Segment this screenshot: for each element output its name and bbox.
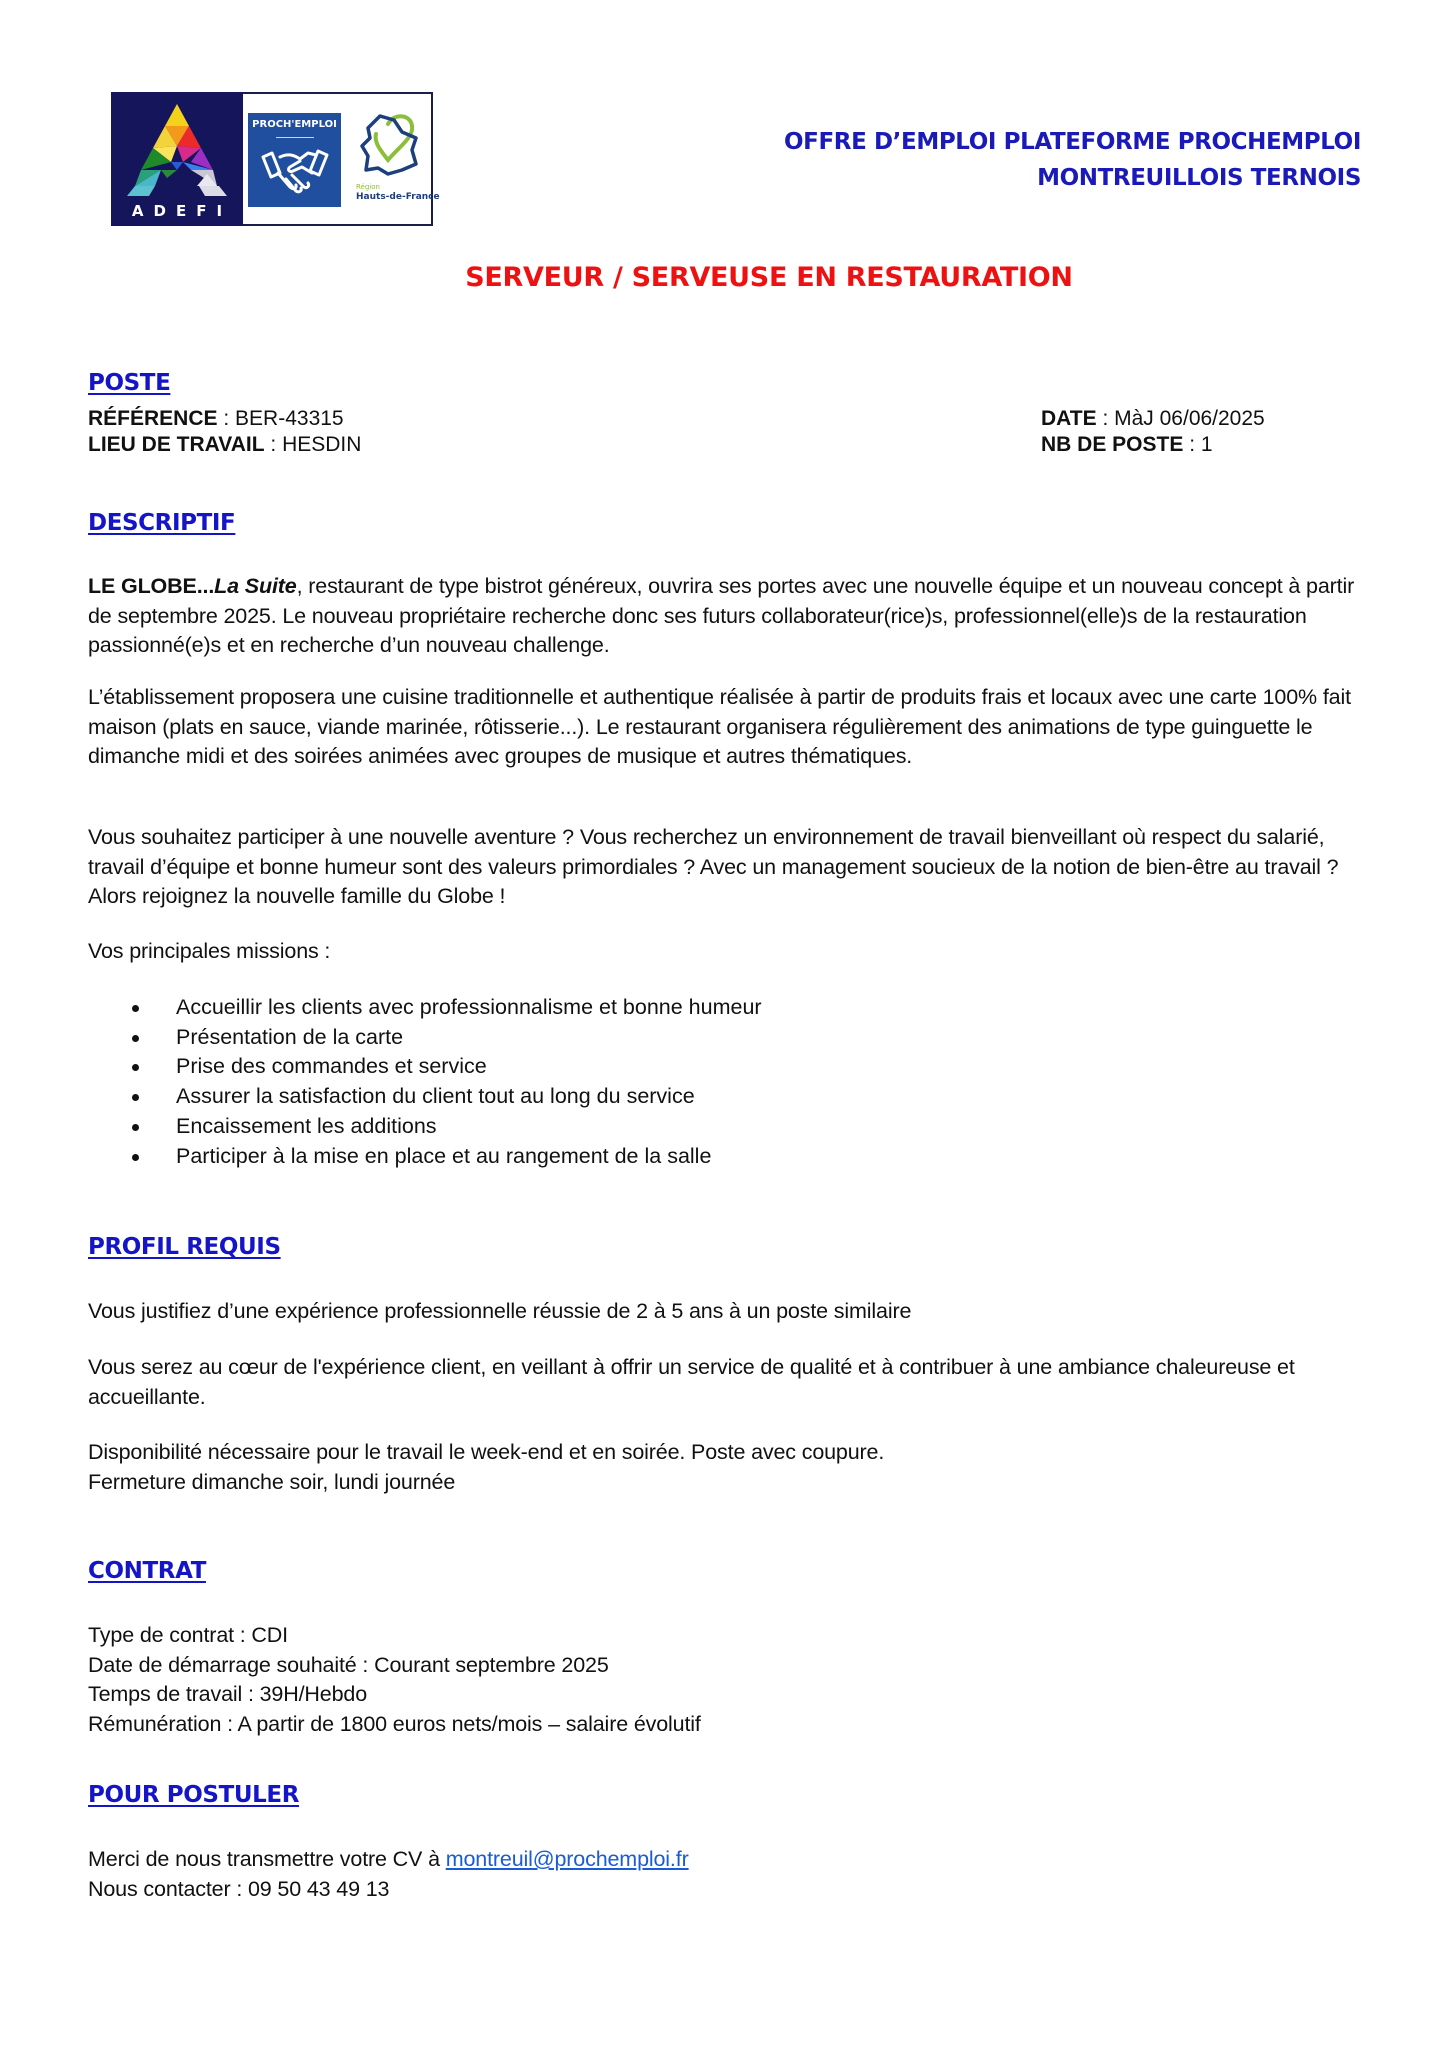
contrat-details: [88, 1621, 1378, 1739]
region-hauts-de-france-logo: [350, 108, 440, 218]
poste-right-meta: [1041, 406, 1265, 458]
descriptif-paragraph-2: L’établissement proposera une cuisine traditionnelle et authentique réalisée à partir de produits frais et locaux avec une carte 100% fait maison (plats en sauce, viande marinée, rôtisserie...). Le restaurant organisera régulièrement des animations de type guinguette le dimanche midi et des soirées animées avec groupes de musique et autres thématiques.: [88, 685, 1351, 768]
profil-paragraph-3: [88, 1438, 1378, 1497]
nb-poste-row: [1041, 432, 1265, 458]
header-line-1: OFFRE D’EMPLOI PLATEFORME PROCHEMPLOI: [783, 129, 1361, 155]
descriptif-paragraph-3: Vous souhaitez participer à une nouvelle aventure ? Vous recherchez un environnement de travail bienveillant où respect du salarié, travail d’équipe et bonne humeur sont des valeurs primordiales ? Avec un management soucieux de la notion de bien-être au travail ? Alors rejoignez la nouvelle famille du Globe !: [88, 825, 1339, 908]
job-title: SERVEUR / SERVEUSE EN RESTAURATION: [465, 262, 1073, 293]
prochemploi-label: PROCH'EMPLOI: [252, 119, 337, 130]
mission-item: Accueillir les clients avec professionnalisme et bonne humeur: [88, 993, 762, 1023]
contact-phone: Nous contacter : 09 50 43 49 13: [88, 1876, 390, 1901]
date-row: [1041, 406, 1265, 432]
date-value: : MàJ 06/06/2025: [1096, 407, 1265, 430]
prochemploi-logo: [248, 113, 341, 207]
reference-value: : BER-43315: [217, 407, 344, 430]
lieu-row: [88, 432, 361, 458]
prochemploi-divider: [276, 137, 314, 138]
postuler-details: [88, 1845, 1378, 1904]
handshake-icon: [260, 143, 330, 201]
adefi-label: ADEFI: [131, 202, 233, 220]
bullet-icon: [132, 1154, 139, 1161]
region-small-label: Région: [356, 183, 380, 191]
poste-left-meta: [88, 406, 361, 458]
nb-poste-label: NB DE POSTE: [1041, 433, 1184, 456]
header-line-2: MONTREUILLOIS TERNOIS: [1037, 165, 1361, 191]
france-heart-map-icon: [358, 110, 420, 178]
bullet-icon: [132, 1035, 139, 1042]
nb-poste-value: : 1: [1183, 433, 1213, 456]
missions-label: Vos principales missions :: [88, 939, 331, 963]
reference-label: RÉFÉRENCE: [88, 407, 218, 430]
contract-type: Type de contrat : CDI: [88, 1623, 288, 1647]
profil-closing-days: Fermeture dimanche soir, lundi journée: [88, 1469, 456, 1494]
profil-paragraph-1: Vous justifiez d’une expérience professionnelle réussie de 2 à 5 ans à un poste similaire: [88, 1299, 912, 1323]
lieu-value: : HESDIN: [264, 433, 362, 456]
contract-start-date: Date de démarrage souhaité : Courant septembre 2025: [88, 1652, 609, 1677]
email-link[interactable]: montreuil@prochemploi.fr: [445, 1847, 689, 1871]
restaurant-name: LE GLOBE...: [88, 574, 215, 598]
reference-row: [88, 406, 361, 432]
descriptif-intro-text: , restaurant de type bistrot généreux, ouvrira ses portes avec une nouvelle équipe et un nouveau concept à partir de septembre 2025. Le nouveau propriétaire recherche donc ses futurs collaborateur(rice)s, professionnel(elle)s de la restauration passionné(e)s et en recherche d’un nouveau challenge.: [88, 574, 1355, 657]
contract-pay: Rémunération : A partir de 1800 euros nets/mois – salaire évolutif: [88, 1711, 701, 1736]
lieu-label: LIEU DE TRAVAIL: [88, 433, 265, 456]
bullet-icon: [132, 1064, 139, 1071]
mission-item: Assurer la satisfaction du client tout au long du service: [88, 1082, 762, 1112]
section-heading-postuler: POUR POSTULER: [88, 1782, 300, 1808]
section-heading-contrat: CONTRAT: [88, 1558, 206, 1584]
adefi-triangle-icon: [121, 100, 233, 200]
section-heading-descriptif: DESCRIPTIF: [88, 510, 236, 536]
bullet-icon: [132, 1124, 139, 1131]
contract-hours: Temps de travail : 39H/Hebdo: [88, 1682, 368, 1706]
mission-item: Encaissement les additions: [88, 1112, 762, 1142]
profil-availability: Disponibilité nécessaire pour le travail le week-end et en soirée. Poste avec coupure.: [88, 1440, 885, 1464]
profil-paragraph-2: Vous serez au cœur de l'expérience client, en veillant à offrir un service de qualité et à contribuer à une ambiance chaleureuse et accueillante.: [88, 1355, 1295, 1409]
bullet-icon: [132, 1094, 139, 1101]
date-label: DATE: [1041, 407, 1097, 430]
missions-list: [88, 993, 762, 1171]
mission-item: Prise des commandes et service: [88, 1052, 762, 1082]
adefi-logo: [111, 92, 243, 226]
restaurant-name-suffix: La Suite: [214, 574, 297, 598]
region-name-label: Hauts-de-France: [356, 192, 440, 202]
cv-instruction: [88, 1845, 1378, 1875]
section-heading-profil: PROFIL REQUIS: [88, 1234, 281, 1260]
descriptif-intro: [88, 572, 1378, 661]
mission-item: Participer à la mise en place et au rangement de la salle: [88, 1142, 762, 1172]
cv-instruction-text: Merci de nous transmettre votre CV à: [88, 1847, 446, 1871]
mission-item: Présentation de la carte: [88, 1023, 762, 1053]
section-heading-poste: POSTE: [88, 370, 171, 396]
header-title: [784, 124, 1361, 196]
bullet-icon: [132, 1005, 139, 1012]
